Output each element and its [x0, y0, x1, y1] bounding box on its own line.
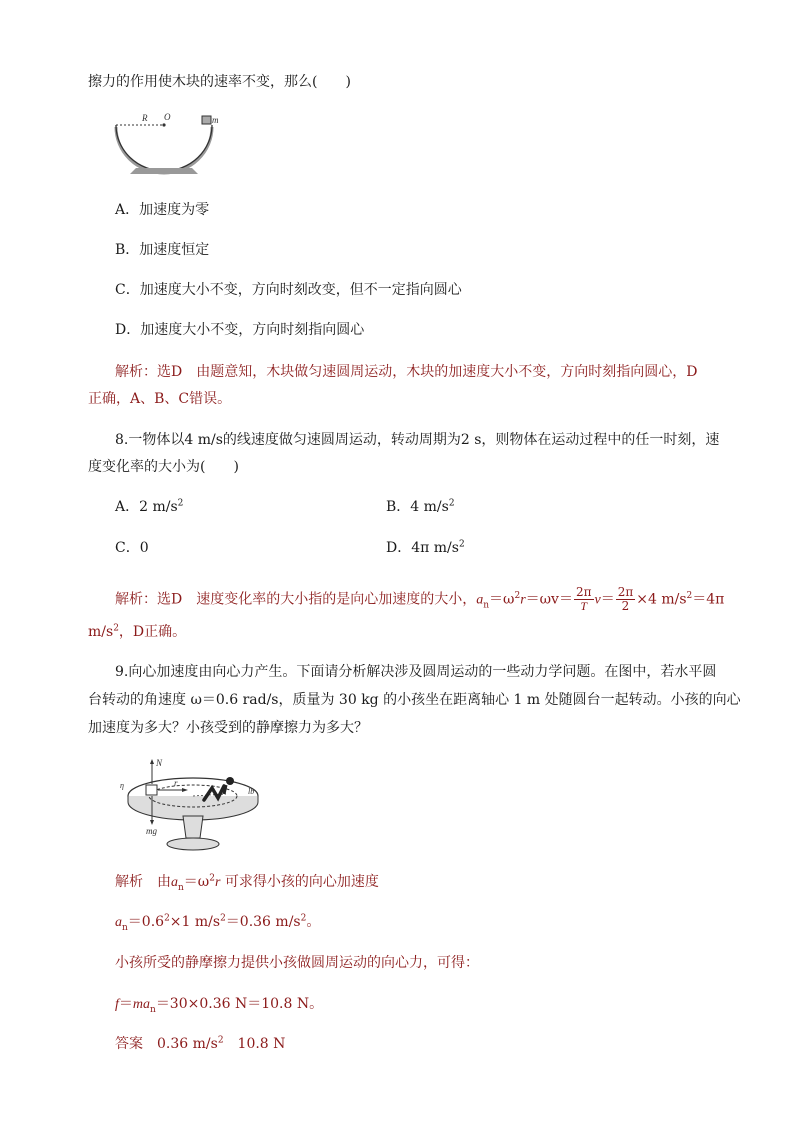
q7-option-d: D．加速度大小不变，方向时刻指向圆心: [115, 322, 365, 338]
q9-solution-line4: $f=ma_n=30\times 0.36$ N＝10.8 N。: [115, 996, 324, 1015]
q7-fig-label-r: R: [142, 113, 148, 123]
q9-fig-label-r: r: [174, 778, 178, 788]
q8-fraction-2: $\frac{2\pi}{2}$: [617, 585, 634, 613]
q8-stem-line1: 8.一物体以4 m/s的线速度做匀速圆周运动，转动周期为2 s，则物体在运动过程中的任一时刻，速: [115, 432, 720, 448]
q8-fraction-1: $\frac{2\pi}{T}$: [575, 585, 592, 613]
q8-option-c: C．0: [115, 540, 149, 556]
q7-fig-label-m: m: [212, 115, 219, 125]
q8-analysis-line1: 解析：选D 速度变化率的大小指的是向心加速度的大小，$a_n=\omega^2r=\omega v=$ $\frac{2\pi}{T}$ v＝ $\frac{2\pi}{2}$ ×4 $m/s^2=4\pi$: [115, 585, 725, 613]
q9-stem-line3: 加速度为多大？小孩受到的静摩擦力为多大？: [88, 720, 368, 736]
q7-fig-label-o: O: [164, 112, 171, 122]
q9-solution-line1: 解析 由$a_n=\omega^2r$ 可求得小孩的向心加速度: [115, 873, 379, 893]
q9-stem-line1: 9.向心加速度由向心力产生。下面请分析解决涉及圆周运动的一些动力学问题。在图中，若水平圆: [115, 664, 717, 680]
q9-fig-label-right: lb: [248, 787, 255, 796]
q8-stem-line2: 度变化率的大小为( ): [88, 459, 239, 475]
q8-option-a: A．2 $m/s^2$: [115, 498, 184, 515]
q9-fig-label-mg: mg: [146, 826, 157, 836]
q7-stem: 擦力的作用使木块的速率不变，那么( ): [88, 74, 351, 90]
q9-solution-line3: 小孩所受的静摩擦力提供小孩做圆周运动的向心力，可得：: [115, 955, 479, 971]
q7-analysis-line2: 正确，A、B、C错误。: [88, 391, 232, 407]
q8-option-d: D．4π $m/s^2$: [386, 539, 465, 556]
q7-analysis-line1: 解析：选D 由题意知，木块做匀速圆周运动，木块的加速度大小不变，方向时刻指向圆心，D: [115, 364, 698, 380]
q9-fig-label-left: η: [120, 781, 124, 790]
q9-answer: 答案 0.36 $m/s^2$ 10.8 N: [115, 1035, 286, 1052]
q9-table-figure: [118, 756, 264, 860]
q7-bowl-figure: [108, 110, 228, 178]
q7-option-b: B．加速度恒定: [115, 242, 210, 258]
q8-option-b: B．4 $m/s^2$: [386, 498, 455, 515]
q8-analysis-line2: $m/s^2$，D正确。: [88, 623, 187, 640]
q9-stem-line2: 台转动的角速度 ω＝0.6 rad/s，质量为 30 kg 的小孩坐在距离轴心 1 m 处随圆台一起转动。小孩的向心: [88, 692, 741, 708]
q9-fig-label-n: N: [156, 758, 163, 768]
q7-option-c: C．加速度大小不变，方向时刻改变，但不一定指向圆心: [115, 282, 462, 298]
q9-solution-line2: $a_n=0.6^2\times 1$ $m/s^2=0.36$ $m/s^2$。: [115, 913, 321, 933]
q7-option-a: A．加速度为零: [115, 202, 210, 218]
